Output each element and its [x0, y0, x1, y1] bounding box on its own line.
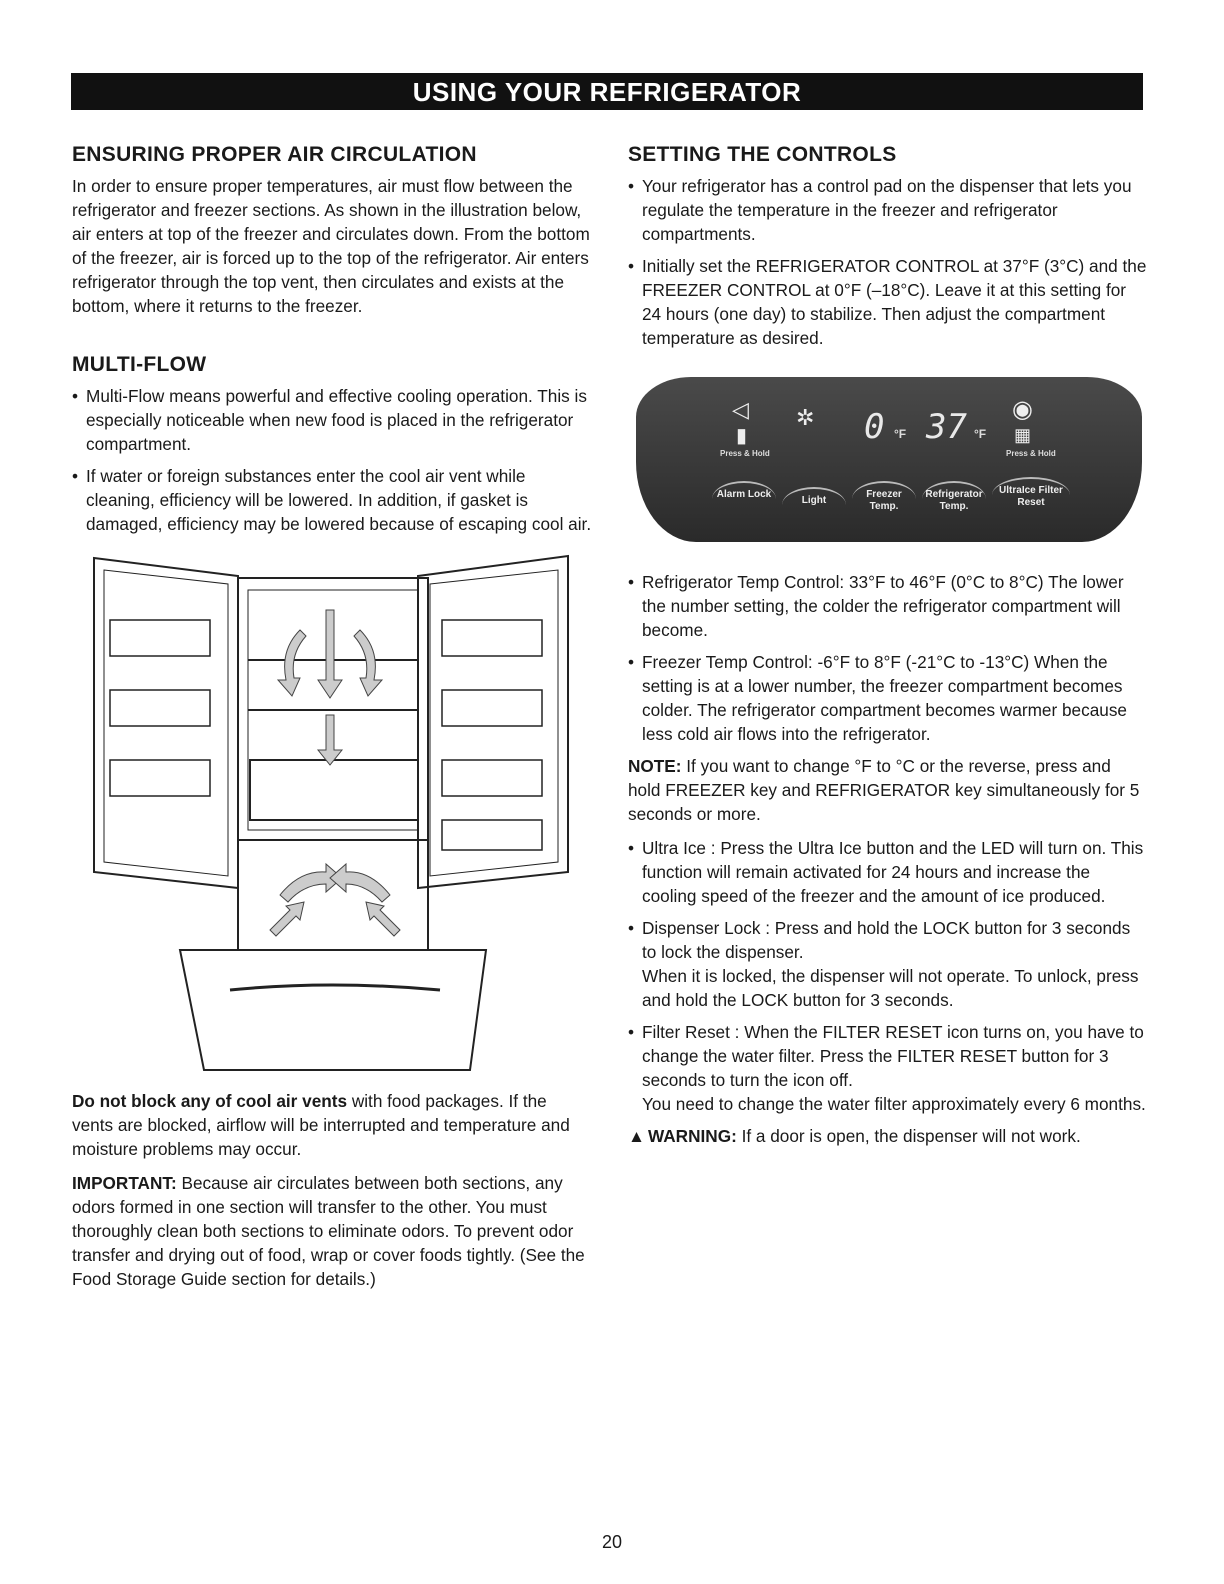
multiflow-bullet: • If water or foreign substances enter the cool air vent while cleaning, efficiency will be lowered. In addition, if gasket is damaged, efficiency may be lowered because of escaping cool air.: [72, 466, 592, 534]
right-column: [628, 140, 1148, 1156]
page-number: 20: [601, 1532, 623, 1552]
press-hold-label: Press & Hold: [720, 449, 770, 458]
water-icon: ◁: [732, 397, 749, 422]
fridge-display: 37: [926, 407, 967, 447]
vents-warning-text: Do not block any of cool air vents with food packages. If the vents are blocked, airflow will be interrupted and temperature and moisture problems may occur.: [72, 1091, 570, 1159]
refrigerator-temp-button[interactable]: Refrigerator Temp.: [922, 481, 986, 517]
feature-bullet: • Dispenser Lock : Press and hold the LOCK button for 3 seconds to lock the dispenser. When it is locked, the dispenser will not operate. To unlock, press and hold the LOCK button for 3 seconds.: [628, 918, 1139, 1010]
left-column: [72, 140, 592, 1301]
important-text: IMPORTANT: Because air circulates between both sections, any odors formed in one section will transfer to the other. You must thoroughly clean both sections to eliminate odors. To prevent odor transfer and drying out of food, wrap or cover foods tightly. (See the Food Storage Guide section for details.): [72, 1173, 585, 1289]
multiflow-heading: MULTI-FLOW: [72, 353, 207, 376]
air-circulation-heading: ENSURING PROPER AIR CIRCULATION: [72, 143, 477, 166]
freezer-display: 0: [864, 407, 885, 447]
temp-bullet: • Refrigerator Temp Control: 33°F to 46°F (0°C to 8°C) The lower the number setting, the colder the refrigerator compartment will become.: [628, 572, 1124, 640]
air-circulation-text: In order to ensure proper temperatures, air must flow between the refrigerator and freezer sections. As shown in the illustration below, air enters at top of the freezer and circulates down. From the bottom of the freezer, air is forced up to the top of the refrigerator. Air enters refrigerator through the top vent, then circulates and exists at the bottom, where it returns to the freezer.: [72, 176, 590, 316]
warning-text: ▲ WARNING: If a door is open, the dispenser will not work.: [628, 1126, 1081, 1146]
multiflow-bullet: • Multi-Flow means powerful and effective cooling operation. This is especially noticeable when new food is placed in the refrigerator compartment.: [72, 386, 587, 454]
temp-bullet: • Freezer Temp Control: -6°F to 8°F (-21°C to -13°C) When the setting is at a lower number, the freezer compartment becomes colder. The refrigerator compartment becomes warmer because less cold air flows into the refrigerator.: [628, 652, 1127, 744]
ultraice-icon: ◉: [1012, 396, 1033, 423]
controls-heading: SETTING THE CONTROLS: [628, 143, 897, 166]
light-icon: ✲: [796, 405, 815, 430]
controls-bullet: • Your refrigerator has a control pad on the dispenser that lets you regulate the temperature in the freezer and refrigerator compartments.: [628, 176, 1132, 244]
control-panel-image: [636, 377, 1142, 542]
freezer-unit: °F: [894, 427, 907, 441]
feature-bullet: • Filter Reset : When the FILTER RESET icon turns on, you have to change the water filter. Press the FILTER RESET button for 3 seconds to turn the icon off. You need to change the water filter approximately every 6 months.: [628, 1022, 1146, 1114]
filter-icon: ▦: [1014, 425, 1032, 445]
feature-bullet: • Ultra Ice : Press the Ultra Ice button and the LED will turn on. This function will remain activated for 24 hours and increase the cooling speed of the freezer and the amount of ice produced.: [628, 838, 1144, 906]
press-hold-label: Press & Hold: [1006, 449, 1056, 458]
note-text: NOTE: If you want to change °F to °C or the reverse, press and hold FREEZER key and REFRIGERATOR key simultaneously for 5 seconds or more.: [628, 756, 1140, 824]
controls-bullet: • Initially set the REFRIGERATOR CONTROL at 37°F (3°C) and the FREEZER CONTROL at 0°F (–18°C). Leave it at this setting for 24 hours (one day) to stabilize. Then adjust the compartment temperature as desired.: [628, 256, 1147, 348]
page-banner: USING YOUR REFRIGERATOR: [71, 73, 1143, 110]
warning-icon: ▲: [628, 1126, 646, 1146]
lock-icon: ▮: [736, 425, 748, 447]
fridge-unit: °F: [974, 427, 987, 441]
light-button[interactable]: Light: [782, 487, 846, 523]
freezer-temp-button[interactable]: Freezer Temp.: [852, 481, 916, 517]
fridge-airflow-illustration: [90, 550, 570, 1075]
ultraice-filter-reset-button[interactable]: UltraIce Filter Reset: [992, 477, 1070, 513]
alarm-lock-button[interactable]: Alarm Lock: [712, 481, 776, 517]
